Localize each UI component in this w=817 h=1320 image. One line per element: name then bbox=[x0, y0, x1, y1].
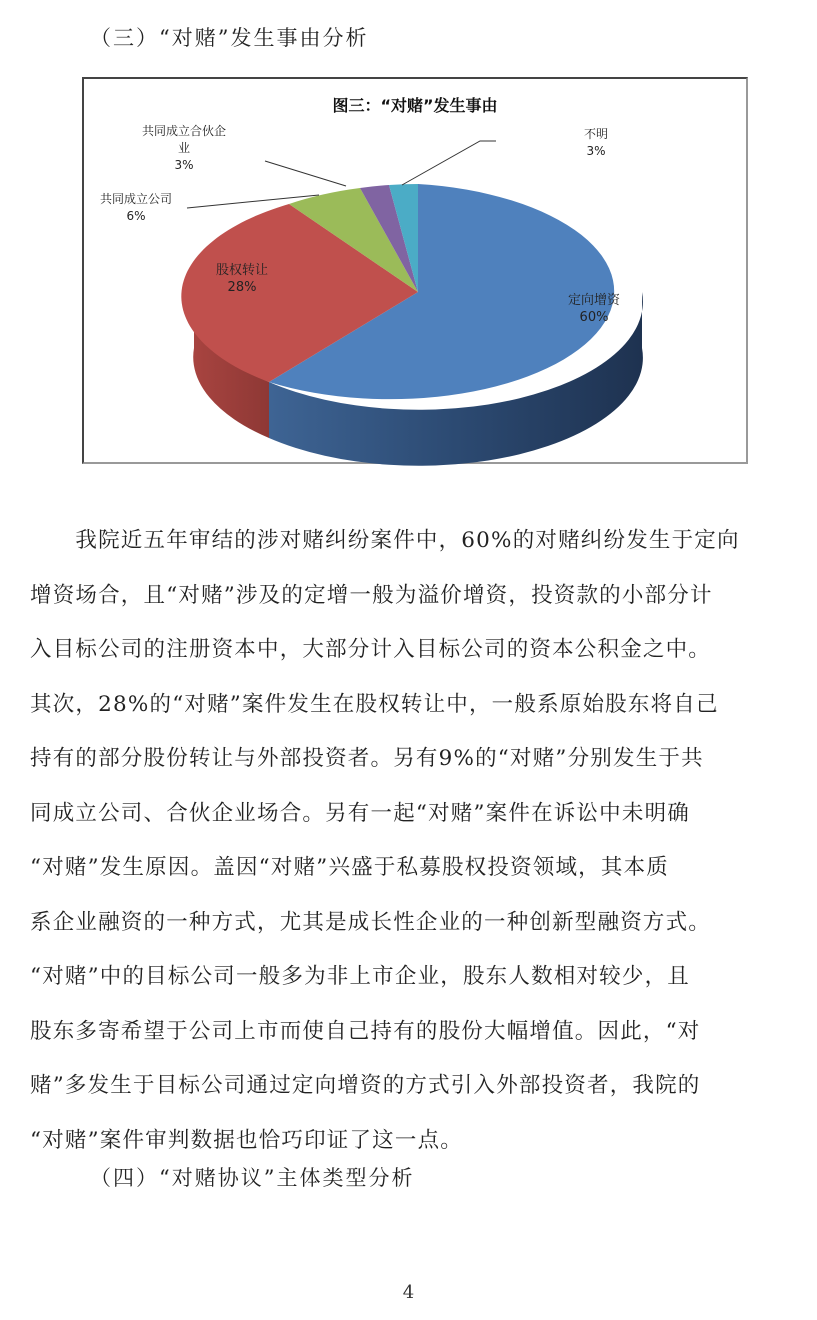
paragraph-line: 同成立公司、合伙企业场合。另有一起“对赌”案件在诉讼中未明确 bbox=[30, 800, 690, 826]
paragraph-line: “对赌”发生原因。盖因“对赌”兴盛于私募股权投资领域，其本质 bbox=[30, 855, 669, 880]
body-paragraph bbox=[30, 514, 805, 1168]
pie-chart bbox=[82, 77, 748, 464]
paragraph-line: 股东多寄希望于公司上市而使自己持有的股份大幅增值。因此，“对 bbox=[30, 1018, 701, 1044]
section-heading-4: （四）“对赌协议”主体类型分析 bbox=[90, 1166, 415, 1190]
label-buming-pct: 3% bbox=[586, 144, 606, 158]
paragraph-line: 我院近五年审结的涉对赌纠纷案件中，60%的对赌纠纷发生于定向 bbox=[30, 528, 740, 553]
page-number: 4 bbox=[402, 1282, 415, 1303]
label-buming bbox=[576, 126, 616, 160]
label-gongsi-pct: 6% bbox=[126, 209, 146, 223]
label-guquan-name: 股权转让 bbox=[215, 263, 268, 278]
paragraph-line: “对赌”中的目标公司一般多为非上市企业，股东人数相对较少，且 bbox=[30, 964, 690, 989]
label-guquan bbox=[202, 262, 282, 296]
chart-title: 图三：“对赌”发生事由 bbox=[332, 96, 498, 115]
section-heading-3: （三）“对赌”发生事由分析 bbox=[90, 26, 369, 50]
label-gongsi-name: 共同成立公司 bbox=[99, 192, 172, 206]
paragraph-line: 其次，28%的“对赌”案件发生在股权转让中，一般系原始股东将自己 bbox=[30, 691, 719, 717]
label-buming-name: 不明 bbox=[583, 127, 608, 141]
paragraph-line: 持有的部分股份转让与外部投资者。另有9%的“对赌”分别发生于共 bbox=[30, 746, 704, 771]
leader-line-hehuo bbox=[265, 161, 346, 186]
leader-line-buming bbox=[402, 141, 496, 185]
paragraph-line: 增资场合，且“对赌”涉及的定增一般为溢价增资，投资款的小部分计 bbox=[30, 582, 713, 608]
paragraph-line: 入目标公司的注册资本中，大部分计入目标公司的资本公积金之中。 bbox=[30, 637, 712, 662]
label-hehuo bbox=[104, 123, 264, 174]
label-guquan-pct: 28% bbox=[227, 280, 257, 295]
label-hehuo-pct: 3% bbox=[174, 158, 194, 172]
label-dingxiang-name: 定向增资 bbox=[567, 293, 620, 308]
paragraph-line: “对赌”案件审判数据也恰巧印证了这一点。 bbox=[30, 1127, 463, 1153]
label-gongsi bbox=[84, 191, 188, 225]
paragraph-line: 系企业融资的一种方式，尤其是成长性企业的一种创新型融资方式。 bbox=[30, 909, 712, 935]
label-hehuo-name: 共同成立合伙企 bbox=[141, 124, 226, 138]
label-hehuo-name-2: 业 bbox=[177, 141, 190, 155]
paragraph-line: 赌”多发生于目标公司通过定向增资的方式引入外部投资者，我院的 bbox=[30, 1073, 701, 1098]
label-dingxiang bbox=[554, 292, 634, 326]
label-dingxiang-pct: 60% bbox=[579, 310, 609, 325]
